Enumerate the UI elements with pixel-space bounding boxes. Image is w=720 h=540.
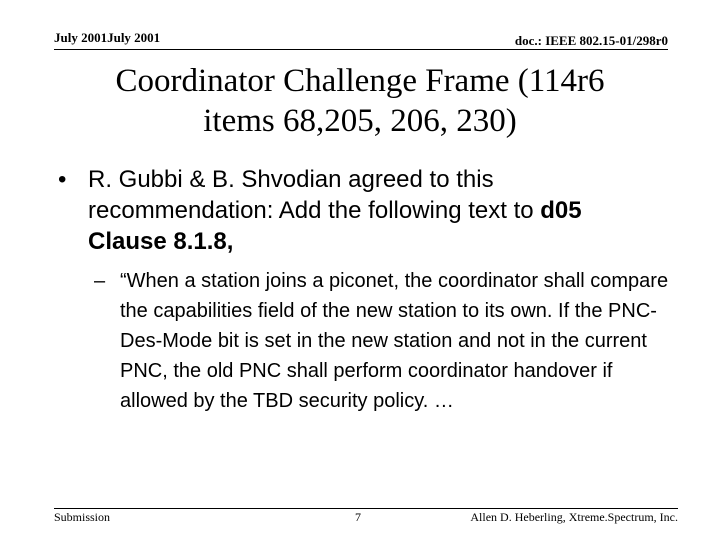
header-divider	[54, 49, 668, 50]
footer-divider	[54, 508, 678, 509]
sub-bullet-marker: –	[94, 270, 106, 292]
slide-title-line-2: items 68,205, 206, 230)	[203, 103, 517, 139]
bullet-text-body: R. Gubbi & B. Shvodian agreed to this recommendation: Add the following text to	[88, 166, 534, 224]
slide-title-line-1: Coordinator Challenge Frame (114r6	[115, 63, 605, 99]
bullet-text	[88, 164, 658, 257]
footer-author: Allen D. Heberling, Xtreme.Spectrum, Inc.	[470, 510, 678, 524]
slide-title	[40, 61, 680, 141]
bullet-text-bold: d05 Clause 8.1.8,	[88, 197, 582, 255]
header-date: July 2001July 2001	[54, 30, 161, 45]
bullet-marker: •	[58, 166, 67, 193]
footer-submission: Submission	[54, 510, 111, 524]
header-doc-id: doc.: IEEE 802.15-01/298r0	[514, 33, 668, 48]
footer-page-number: 7	[355, 510, 361, 524]
sub-bullet-text: “When a station joins a piconet, the coordinator shall compare the capabilities field of the new station to its own. If the PNC-Des-Mode bit is set in the new station and not in the current PNC, the old PNC shall perform coordinator handover if allowed by the TBD security policy. …	[120, 270, 669, 412]
